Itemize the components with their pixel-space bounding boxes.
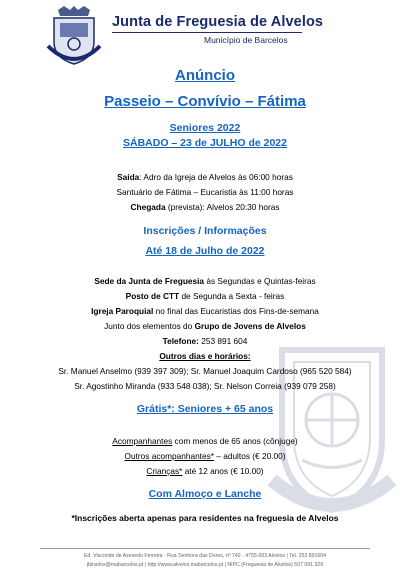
- event-title: Passeio – Convívio – Fátima: [104, 93, 306, 110]
- place-label: Grupo de Jovens de Alvelos: [194, 321, 306, 331]
- event-date: SÁBADO – 23 de JULHO de 2022: [123, 137, 287, 149]
- schedule-text: : Adro da Igreja de Alvelos às 06:00 horas: [139, 172, 293, 182]
- price-text: até 12 anos (€ 10.00): [182, 466, 264, 476]
- phone-number: 253 891 604: [198, 336, 248, 346]
- schedule-departure: [0, 172, 410, 182]
- schedule-arrival: [0, 202, 410, 212]
- footer-contacts: jfalvelos@mabarcelos.pt | http://www.alvelos.mabarcelos.pt | NIPC (Freguesia de Alvelos) 507 091 329: [86, 562, 324, 568]
- price-label: Crianças*: [146, 466, 183, 476]
- place-label: Sede da Junta de Freguesia: [94, 276, 205, 286]
- residents-note: *Inscrições aberta apenas para residentes na freguesia de Alvelos: [71, 513, 339, 523]
- announcement-heading: Anúncio: [175, 67, 235, 84]
- price-other-companions: [0, 451, 410, 461]
- schedule-text: Santuário de Fátima – Eucaristia às 11:00 horas: [116, 187, 294, 197]
- other-days-heading: Outros dias e horários:: [159, 351, 251, 361]
- place-youth-group: [0, 321, 410, 331]
- price-text: – adultos (€ 20.00): [213, 451, 286, 461]
- contacts-line-2: Sr. Agostinho Miranda (933 548 038); Sr. Nelson Correia (939 079 258): [74, 381, 336, 391]
- schedule-label: Saída: [117, 172, 140, 182]
- header-divider: [112, 32, 302, 33]
- place-text: de Segunda a Sexta - feiras: [179, 291, 285, 301]
- price-text: com menos de 65 anos (cônjuge): [172, 436, 298, 446]
- free-seniors: Grátis*: Seniores + 65 anos: [136, 403, 274, 415]
- price-label: Outros acompanhantes*: [124, 451, 214, 461]
- schedule-mass: [0, 187, 410, 197]
- price-children: [0, 466, 410, 476]
- place-label: Posto de CTT: [125, 291, 180, 301]
- place-prefix: Junto dos elementos do: [104, 321, 195, 331]
- place-ctt: [0, 291, 410, 301]
- footer-divider: [40, 548, 370, 549]
- footer-address: Ed. Visconde de Azevedo Ferreira · Rua Senhora das Dores, nº 742 · 4755-003 Alvelos | Tel. 253 891604: [83, 553, 327, 559]
- schedule-text: (prevista): Alvelos 20:30 horas: [165, 202, 280, 212]
- place-label: Igreja Paroquial: [91, 306, 154, 316]
- event-audience: Seniores 2022: [169, 122, 241, 134]
- org-name: Junta de Freguesia de Alvelos: [112, 14, 324, 30]
- phone-label: Telefone:: [162, 336, 199, 346]
- place-text: às Segundas e Quintas-feiras: [204, 276, 316, 286]
- org-subtitle: Município de Barcelos: [204, 35, 288, 45]
- phone-line: [0, 336, 410, 346]
- registration-deadline: Até 18 de Julho de 2022: [145, 245, 265, 257]
- lunch-included: Com Almoço e Lanche: [148, 488, 262, 500]
- letterhead: [14, 6, 404, 68]
- schedule-label: Chegada: [130, 202, 166, 212]
- registration-heading: Inscrições / Informações: [143, 225, 267, 237]
- price-companions: [0, 436, 410, 446]
- contacts-line-1: Sr. Manuel Anselmo (939 397 309); Sr. Manuel Joaquim Cardoso (965 520 584): [58, 366, 352, 376]
- place-text: no final das Eucaristias dos Fins-de-semana: [153, 306, 319, 316]
- place-church: [0, 306, 410, 316]
- crest-icon: [44, 6, 104, 68]
- price-label: Acompanhantes: [112, 436, 173, 446]
- place-junta: [0, 276, 410, 286]
